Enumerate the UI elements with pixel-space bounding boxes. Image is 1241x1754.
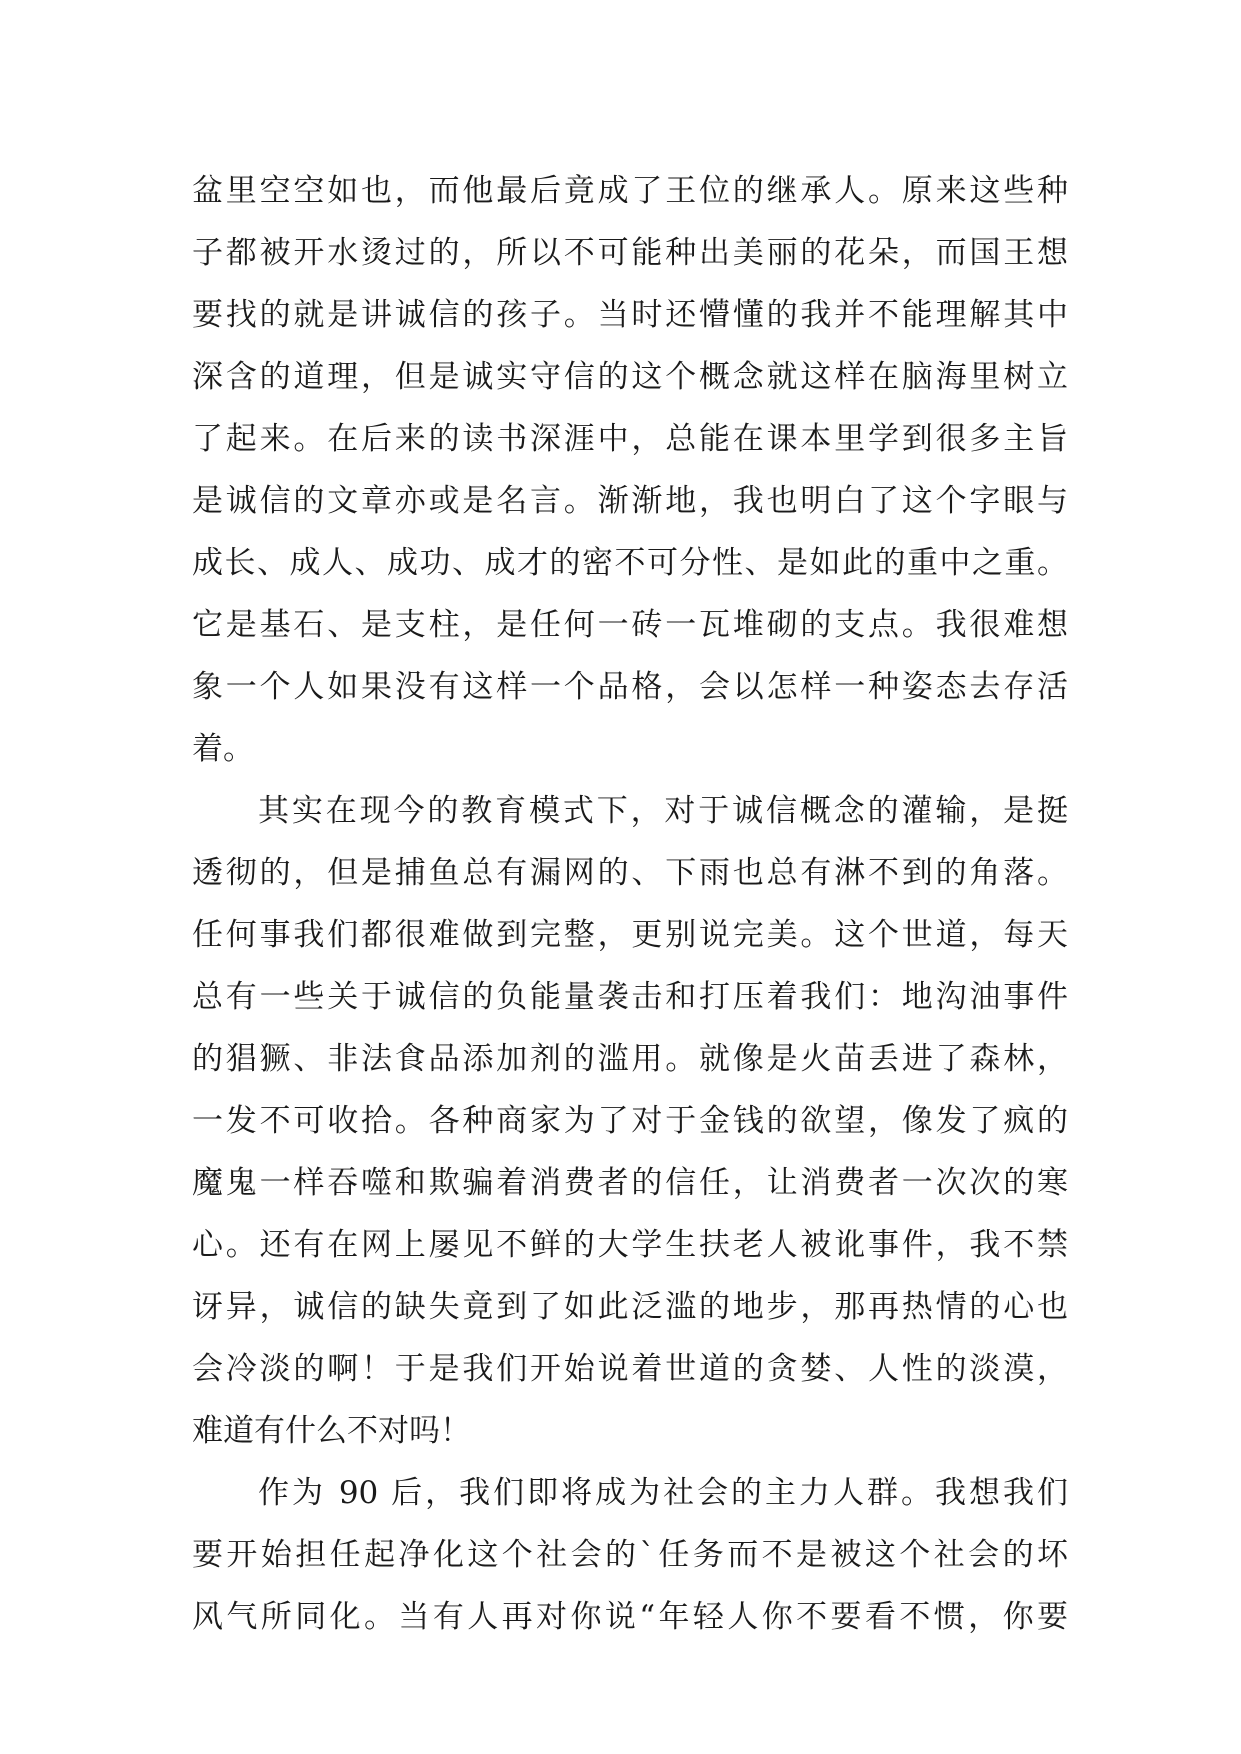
text-line: 了起来。在后来的读书深涯中，总能在课本里学到很多主旨: [192, 421, 1068, 457]
text-line: 风气所同化。当有人再对你说“年轻人你不要看不惯，你要: [192, 1599, 1068, 1635]
text-line: 的猖獗、非法食品添加剂的滥用。就像是火苗丢进了森林，: [192, 1041, 1068, 1077]
text-line: 透彻的，但是捕鱼总有漏网的、下雨也总有淋不到的角落。: [192, 855, 1068, 891]
text-line: 讶异，诚信的缺失竟到了如此泛滥的地步，那再热情的心也: [192, 1289, 1068, 1325]
text-line: 是诚信的文章亦或是名言。渐渐地，我也明白了这个字眼与: [192, 483, 1068, 519]
text-line: 盆里空空如也，而他最后竟成了王位的继承人。原来这些种: [192, 173, 1068, 209]
text-line: 魔鬼一样吞噬和欺骗着消费者的信任，让消费者一次次的寒: [192, 1165, 1068, 1201]
text-line: 象一个人如果没有这样一个品格，会以怎样一种姿态去存活: [192, 669, 1068, 705]
text-line: 一发不可收拾。各种商家为了对于金钱的欲望，像发了疯的: [192, 1103, 1068, 1139]
text-line: 子都被开水烫过的，所以不可能种出美丽的花朵，而国王想: [192, 235, 1068, 271]
text-line: 它是基石、是支柱，是任何一砖一瓦堆砌的支点。我很难想: [192, 607, 1068, 643]
text-line: 要开始担任起净化这个社会的`任务而不是被这个社会的坏: [192, 1537, 1068, 1573]
text-line: 总有一些关于诚信的负能量袭击和打压着我们：地沟油事件: [192, 979, 1068, 1015]
text-line: 会冷淡的啊！于是我们开始说着世道的贪婪、人性的淡漠，: [192, 1351, 1068, 1387]
text-line: 其实在现今的教育模式下，对于诚信概念的灌输，是挺: [258, 793, 1068, 829]
text-line: 成长、成人、成功、成才的密不可分性、是如此的重中之重。: [192, 545, 1068, 581]
text-line: 深含的道理，但是诚实守信的这个概念就这样在脑海里树立: [192, 359, 1068, 395]
text-line: 着。: [192, 731, 254, 767]
paragraph-3: [192, 1462, 1068, 1648]
text-line: 难道有什么不对吗！: [192, 1413, 471, 1449]
text-line: 心。还有在网上屡见不鲜的大学生扶老人被讹事件，我不禁: [192, 1227, 1068, 1263]
paragraph-2: [192, 780, 1068, 1462]
text-line: 任何事我们都很难做到完整，更别说完美。这个世道，每天: [192, 917, 1068, 953]
text-line: 作为 90 后，我们即将成为社会的主力人群。我想我们: [258, 1475, 1068, 1511]
document-body: [192, 160, 1068, 1648]
text-line: 要找的就是讲诚信的孩子。当时还懵懂的我并不能理解其中: [192, 297, 1068, 333]
paragraph-1: [192, 160, 1068, 780]
